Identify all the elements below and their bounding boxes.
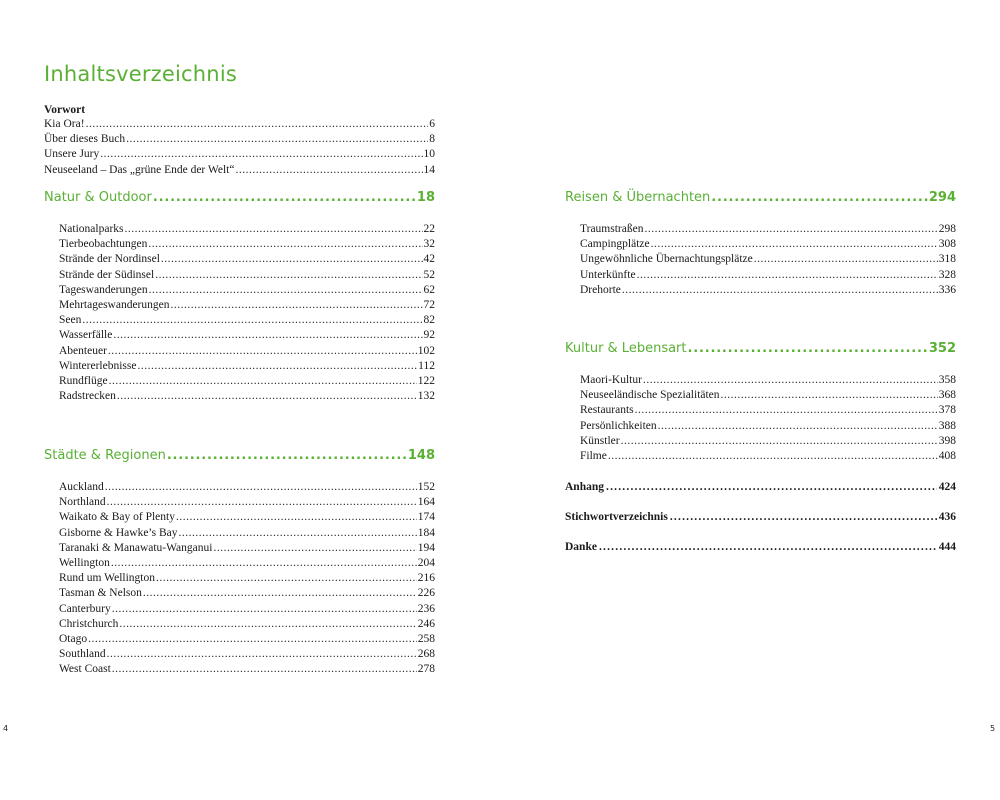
appendix-entry-danke[interactable] <box>565 541 956 553</box>
toc-entry-page: 368 <box>938 389 956 402</box>
leader-dots <box>119 617 416 632</box>
toc-entry-page: 226 <box>417 587 435 600</box>
leader-dots <box>608 449 938 464</box>
toc-entry-page: 308 <box>938 238 956 251</box>
toc-entry-label: Ungewöhnliche Übernachtungsplätze <box>580 253 753 266</box>
section-page: 148 <box>407 448 435 463</box>
leader-dots <box>644 222 937 237</box>
section-page: 18 <box>416 190 435 205</box>
toc-entry-page: 408 <box>938 449 956 462</box>
toc-entry-page: 336 <box>938 283 956 296</box>
toc-entry[interactable] <box>580 449 956 464</box>
leader-dots <box>125 222 423 237</box>
toc-entry[interactable] <box>44 132 435 147</box>
toc-entry-page: 102 <box>417 344 435 357</box>
section-list-kultur-lebensart <box>580 373 956 464</box>
leader-dots <box>108 344 417 359</box>
toc-entry[interactable] <box>59 632 435 647</box>
toc-entry[interactable] <box>59 541 435 556</box>
toc-entry[interactable] <box>44 117 435 132</box>
toc-entry-page: 236 <box>417 602 435 615</box>
appendix-page: 424 <box>938 481 956 493</box>
toc-entry-label: Unsere Jury <box>44 148 100 161</box>
toc-entry-label: Wasserfälle <box>59 329 113 342</box>
toc-entry[interactable] <box>59 586 435 601</box>
toc-entry-label: Tierbeobachtungen <box>59 238 148 251</box>
toc-entry-page: 72 <box>423 298 435 311</box>
leader-dots <box>637 268 938 283</box>
toc-entry-page: 174 <box>417 511 435 524</box>
toc-entry-label: Neuseeländische Spezialitäten <box>580 389 720 402</box>
leader-dots <box>112 602 417 617</box>
section-list-reisen-uebernachten <box>580 222 956 298</box>
toc-entry-label: Traumstraßen <box>580 223 644 235</box>
leader-dots <box>651 237 938 252</box>
leader-dots <box>235 163 422 178</box>
toc-entry-page: 10 <box>423 148 435 161</box>
toc-entry[interactable] <box>59 328 435 343</box>
toc-entry-page: 6 <box>429 118 435 130</box>
leader-dots <box>149 283 423 298</box>
leader-dots <box>621 434 938 449</box>
section-title: Natur & Outdoor <box>44 190 152 205</box>
leader-dots <box>635 403 938 418</box>
leader-dots <box>109 374 417 389</box>
section-title: Reisen & Übernachten <box>565 190 711 205</box>
left-page-number: 4 <box>3 724 9 733</box>
leader-dots <box>107 495 417 510</box>
toc-entry[interactable] <box>59 268 435 283</box>
leader-dots <box>148 237 422 252</box>
section-list-staedte-regionen <box>59 480 435 677</box>
appendix-label: Stichwortverzeichnis <box>565 511 668 523</box>
toc-entry[interactable] <box>59 252 435 267</box>
toc-entry-label: Tasman & Nelson <box>59 587 142 600</box>
toc-entry-page: 216 <box>417 572 435 585</box>
toc-entry-label: West Coast <box>59 663 111 676</box>
toc-entry-label: Seen <box>59 314 82 327</box>
section-heading-reisen-uebernachten[interactable] <box>565 190 956 205</box>
toc-entry[interactable] <box>59 359 435 374</box>
toc-entry-page: 194 <box>417 541 435 554</box>
toc-entry-page: 184 <box>417 526 435 539</box>
section-title: Kultur & Lebensart <box>565 341 687 356</box>
toc-entry[interactable] <box>580 222 956 237</box>
leader-dots <box>688 341 928 356</box>
leader-dots <box>117 389 417 404</box>
toc-entry-label: Neuseeland – Das „grüne Ende der Welt“ <box>44 163 235 176</box>
toc-entry-page: 32 <box>423 238 435 251</box>
section-heading-staedte-regionen[interactable] <box>44 448 435 463</box>
toc-entry-label: Persönlichkeiten <box>580 419 657 432</box>
vorwort-heading: Vorwort <box>44 104 86 116</box>
leader-dots <box>176 510 417 525</box>
toc-entry-label: Taranaki & Manawatu-Wanganui <box>59 541 213 554</box>
toc-entry-page: 204 <box>417 556 435 569</box>
toc-entry[interactable] <box>59 313 435 328</box>
toc-entry-page: 42 <box>423 253 435 266</box>
section-list-natur-outdoor <box>59 222 435 404</box>
toc-entry-page: 246 <box>417 617 435 630</box>
leader-dots <box>622 283 938 298</box>
toc-entry-page: 388 <box>938 419 956 432</box>
leader-dots <box>126 132 428 147</box>
leader-dots <box>161 252 423 267</box>
leader-dots <box>155 268 422 283</box>
appendix-page: 436 <box>938 511 956 523</box>
leader-dots <box>156 571 417 586</box>
toc-entry[interactable] <box>580 283 956 298</box>
toc-entry-label: Künstler <box>580 434 620 447</box>
toc-entry[interactable] <box>59 298 435 313</box>
toc-entry-label: Christchurch <box>59 617 119 630</box>
toc-entry-page: 358 <box>938 374 956 386</box>
leader-dots <box>107 647 417 662</box>
leader-dots <box>100 147 422 162</box>
leader-dots <box>721 388 938 403</box>
toc-entry-page: 22 <box>423 223 435 235</box>
page-title: Inhaltsverzeichnis <box>44 62 237 86</box>
appendix-entry-stichwortverzeichnis[interactable] <box>565 511 956 523</box>
leader-dots <box>711 190 928 205</box>
toc-entry[interactable] <box>59 374 435 389</box>
toc-entry-label: Mehrtageswanderungen <box>59 298 170 311</box>
toc-entry-page: 82 <box>423 314 435 327</box>
section-heading-natur-outdoor[interactable] <box>44 190 435 205</box>
leader-dots <box>86 117 429 132</box>
leader-dots <box>599 541 937 553</box>
section-title: Städte & Regionen <box>44 448 166 463</box>
toc-entry-label: Maori-Kultur <box>580 374 642 386</box>
leader-dots <box>167 448 407 463</box>
leader-dots <box>606 481 937 493</box>
toc-entry[interactable] <box>59 389 435 404</box>
toc-entry-label: Auckland <box>59 481 104 493</box>
appendix-label: Danke <box>565 541 597 553</box>
toc-entry-page: 122 <box>417 374 435 387</box>
toc-entry-page: 318 <box>938 253 956 266</box>
leader-dots <box>643 373 938 388</box>
toc-entry[interactable] <box>580 419 956 434</box>
toc-entry[interactable] <box>580 373 956 388</box>
toc-entry-page: 278 <box>417 663 435 676</box>
toc-entry-label: Strände der Nordinsel <box>59 253 160 266</box>
leader-dots <box>137 359 417 374</box>
toc-entry-label: Nationalparks <box>59 223 124 235</box>
toc-entry-label: Tageswanderungen <box>59 283 148 296</box>
toc-entry[interactable] <box>59 526 435 541</box>
toc-entry[interactable] <box>580 434 956 449</box>
toc-entry-page: 328 <box>938 268 956 281</box>
leader-dots <box>105 480 417 495</box>
toc-entry-label: Waikato & Bay of Plenty <box>59 511 175 524</box>
toc-entry-label: Southland <box>59 648 106 661</box>
toc-entry[interactable] <box>59 556 435 571</box>
toc-entry-page: 52 <box>423 268 435 281</box>
toc-entry-page: 8 <box>429 133 435 146</box>
toc-entry-page: 62 <box>423 283 435 296</box>
appendix-page: 444 <box>938 541 956 553</box>
toc-entry-page: 298 <box>938 223 956 235</box>
leader-dots <box>143 586 417 601</box>
toc-entry-page: 398 <box>938 434 956 447</box>
leader-dots <box>754 252 938 267</box>
toc-entry-page: 92 <box>423 329 435 342</box>
toc-entry-page: 14 <box>423 163 435 176</box>
toc-entry-label: Otago <box>59 632 88 645</box>
toc-entry[interactable] <box>59 647 435 662</box>
toc-entry[interactable] <box>59 510 435 525</box>
toc-entry[interactable] <box>59 495 435 510</box>
leader-dots <box>88 632 417 647</box>
toc-entry[interactable] <box>59 283 435 298</box>
toc-entry-page: 378 <box>938 404 956 417</box>
toc-entry[interactable] <box>580 268 956 283</box>
toc-entry-label: Kia Ora! <box>44 118 85 130</box>
appendix-entry-anhang[interactable] <box>565 481 956 493</box>
toc-entry[interactable] <box>59 344 435 359</box>
toc-entry-label: Canterbury <box>59 602 111 615</box>
toc-entry-label: Northland <box>59 496 106 509</box>
toc-entry-page: 132 <box>417 390 435 403</box>
leader-dots <box>82 313 422 328</box>
toc-entry-page: 112 <box>418 359 435 372</box>
toc-entry-page: 258 <box>417 632 435 645</box>
leader-dots <box>670 511 937 523</box>
toc-entry-label: Restaurants <box>580 404 634 417</box>
section-page: 294 <box>928 190 956 205</box>
toc-entry-label: Unterkünfte <box>580 268 636 281</box>
toc-entry[interactable] <box>59 480 435 495</box>
leader-dots <box>658 419 938 434</box>
toc-entry-page: 164 <box>417 496 435 509</box>
toc-entry-label: Über dieses Buch <box>44 133 126 146</box>
vorwort-list <box>44 117 435 178</box>
toc-entry[interactable] <box>59 571 435 586</box>
toc-entry-label: Wintererlebnisse <box>59 359 137 372</box>
toc-entry-label: Rundflüge <box>59 374 108 387</box>
toc-entry-label: Rund um Wellington <box>59 572 155 585</box>
toc-entry[interactable] <box>59 222 435 237</box>
section-page: 352 <box>928 341 956 356</box>
right-page-number: 5 <box>990 724 996 733</box>
toc-entry-label: Filme <box>580 449 607 462</box>
toc-entry-label: Wellington <box>59 556 110 569</box>
section-heading-kultur-lebensart[interactable] <box>565 341 956 356</box>
leader-dots <box>153 190 416 205</box>
toc-entry-label: Gisborne & Hawke’s Bay <box>59 526 178 539</box>
toc-entry[interactable] <box>59 617 435 632</box>
leader-dots <box>113 328 422 343</box>
toc-entry[interactable] <box>59 237 435 252</box>
toc-entry[interactable] <box>44 147 435 162</box>
toc-entry[interactable] <box>580 388 956 403</box>
toc-entry-label: Strände der Südinsel <box>59 268 155 281</box>
leader-dots <box>179 526 417 541</box>
toc-entry-page: 268 <box>417 648 435 661</box>
toc-entry-page: 152 <box>417 481 435 493</box>
toc-entry-label: Radstrecken <box>59 390 116 403</box>
appendix-label: Anhang <box>565 481 604 493</box>
leader-dots <box>213 541 416 556</box>
leader-dots <box>171 298 423 313</box>
leader-dots <box>112 662 417 677</box>
toc-entry[interactable] <box>44 163 435 178</box>
toc-entry-label: Drehorte <box>580 283 621 296</box>
leader-dots <box>111 556 417 571</box>
toc-entry[interactable] <box>59 602 435 617</box>
toc-entry[interactable] <box>580 252 956 267</box>
toc-entry[interactable] <box>59 662 435 677</box>
toc-entry[interactable] <box>580 403 956 418</box>
toc-entry-label: Campingplätze <box>580 238 650 251</box>
toc-entry-label: Abenteuer <box>59 344 107 357</box>
toc-entry[interactable] <box>580 237 956 252</box>
